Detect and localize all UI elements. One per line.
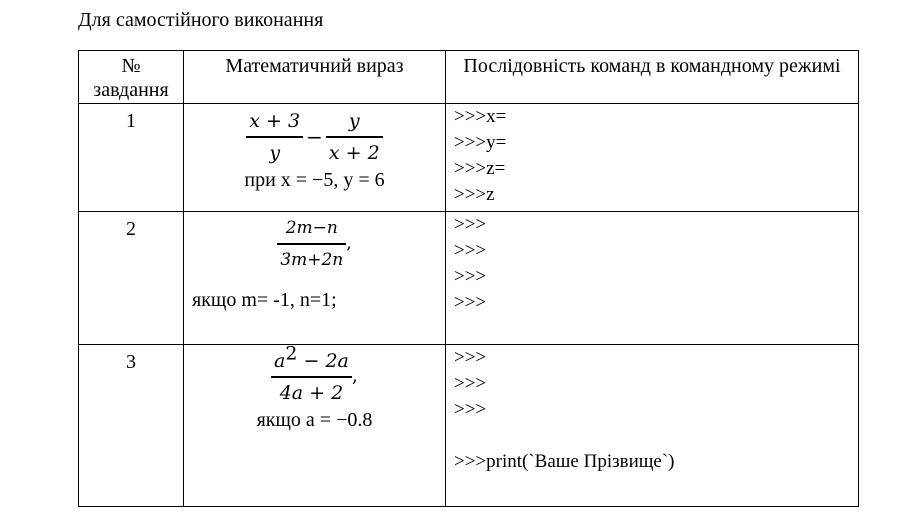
header-task-number	[79, 51, 184, 104]
math-expression-3	[184, 342, 446, 507]
math-expression-1	[184, 104, 446, 212]
header-command-sequence: Послідовність команд в командному режимі	[446, 51, 859, 104]
command-line: >>>y=	[454, 132, 507, 153]
fraction-numerator: y	[348, 110, 360, 132]
math-expression-2	[184, 212, 446, 345]
table-row	[79, 345, 859, 507]
table-row	[79, 212, 859, 345]
fraction-numerator: x + 3	[249, 110, 301, 132]
header-num-label: завдання	[93, 79, 169, 101]
condition-3: якщо a = −0.8	[256, 408, 373, 431]
header-num-symbol: №	[121, 55, 141, 77]
fraction-denominator: 3m+2n	[280, 249, 344, 270]
command-line: >>>	[454, 292, 487, 313]
table-row	[79, 104, 859, 212]
command-cell-1	[446, 104, 859, 212]
command-cell-3	[446, 345, 859, 507]
task-number-3: 3	[79, 345, 184, 507]
trailing-comma: ,	[351, 364, 358, 387]
command-line: >>>	[454, 214, 487, 235]
task-number-2: 2	[79, 212, 184, 345]
fraction-2	[277, 213, 346, 275]
fraction-denominator: 4a + 2	[279, 381, 344, 404]
fraction-denominator: x + 2	[328, 141, 380, 164]
command-cell-2	[446, 212, 859, 345]
numerator-exponent: 2	[285, 342, 298, 365]
tasks-table	[78, 50, 859, 507]
fraction-1a	[246, 106, 303, 168]
command-line: >>>	[454, 373, 487, 394]
fraction-1b	[326, 106, 383, 168]
fraction-denominator: y	[269, 141, 281, 164]
condition-2: якщо m= -1, n=1;	[192, 288, 337, 311]
minus-operator: −	[306, 124, 323, 149]
command-line: >>>print(`Ваше Прізвище`)	[454, 451, 675, 472]
fraction-3	[271, 342, 352, 408]
command-line: >>>	[454, 240, 487, 261]
blank-line	[454, 423, 858, 449]
trailing-comma: ,	[346, 233, 352, 254]
command-line: >>>	[454, 399, 487, 420]
fraction-numerator	[271, 342, 352, 376]
command-line: >>>	[454, 347, 487, 368]
command-line: >>>	[454, 266, 487, 287]
page-heading: Для самостійного виконання	[78, 9, 324, 31]
header-math-expression: Математичний вираз	[184, 51, 446, 104]
command-line: >>>z=	[454, 158, 506, 179]
condition-1: при x = −5, y = 6	[244, 168, 385, 191]
numerator-base: a	[274, 350, 286, 372]
command-line: >>>z	[454, 184, 495, 205]
numerator-rest: − 2a	[297, 350, 349, 372]
task-number-1: 1	[79, 104, 184, 212]
command-line: >>>x=	[454, 106, 507, 127]
table-header-row	[79, 51, 859, 104]
fraction-numerator: 2m−n	[285, 218, 338, 238]
